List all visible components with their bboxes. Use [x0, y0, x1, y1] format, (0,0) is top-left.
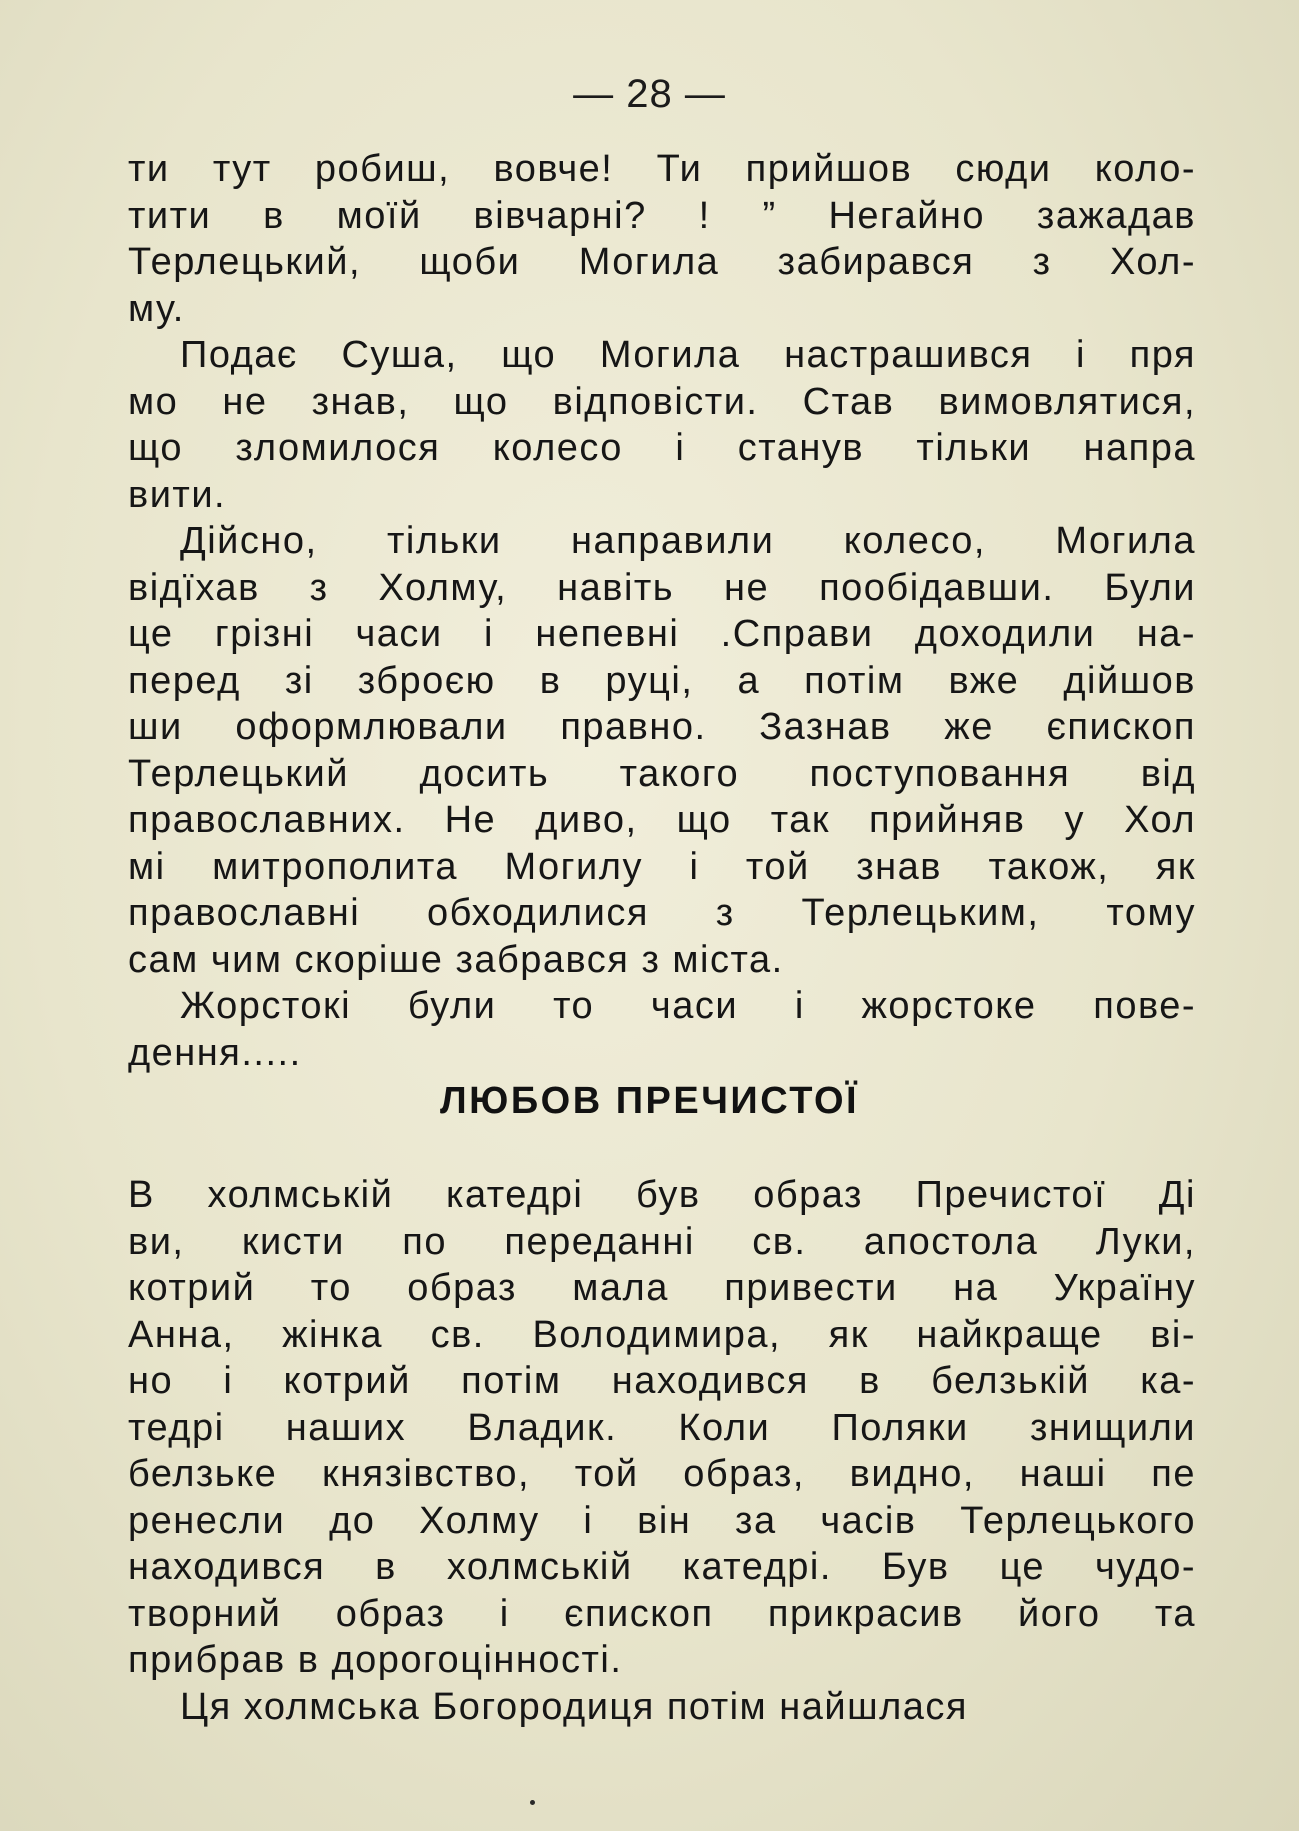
- text-line: прибрав в дорогоцінності.: [128, 1639, 623, 1681]
- text-line: православних. Не диво, що так прийняв у Хол: [128, 799, 1196, 841]
- text-line: белзьке князівство, той образ, видно, наші пе: [128, 1453, 1196, 1495]
- paragraph: [128, 1172, 1196, 1684]
- text-line: це грізні часи і непевні .Справи доходили на-: [128, 613, 1196, 655]
- text-line: Терлецький досить такого поступовання від: [128, 752, 1196, 795]
- text-line: Терлецький, щоби Могила забирався з Хол-: [128, 241, 1196, 283]
- text-line: що зломилося колесо і станув тільки напра: [128, 427, 1196, 469]
- page-number: — 28 —: [573, 72, 726, 116]
- paragraph: [128, 1684, 1196, 1731]
- text-line: мо не знав, що відповісти. Став вимовлятися,: [128, 380, 1196, 423]
- text-line: вити.: [128, 473, 227, 516]
- text-line: ренесли до Холму і він за часів Терлецького: [128, 1499, 1196, 1542]
- text-line: дення.....: [128, 1031, 302, 1074]
- text-line: Ця холмська Богородиця потім найшлася: [180, 1685, 968, 1728]
- paragraph: [128, 983, 1196, 1076]
- text-line: но і котрий потім находився в белзькій ка-: [128, 1360, 1196, 1402]
- text-line: Дійсно, тільки направили колесо, Могила: [180, 520, 1196, 562]
- text-line: ви, кисти по переданні св. апостола Луки,: [128, 1220, 1196, 1263]
- text-line: тити в моїй вівчарні? ! ” Негайно зажадав: [128, 194, 1196, 237]
- text-line: Жорстокі були то часи і жорстоке пове-: [180, 985, 1196, 1027]
- section-heading: ЛЮБОВ ПРЕЧИСТОЇ: [439, 1080, 860, 1122]
- print-speck: [530, 1800, 535, 1805]
- paragraph: [128, 332, 1196, 518]
- text-line: мі митрополита Могилу і той знав також, як: [128, 845, 1196, 888]
- text-line: му.: [128, 287, 185, 330]
- paragraph: [128, 146, 1196, 332]
- text-line: ти тут робиш, вовче! Ти прийшов сюди коло-: [128, 148, 1196, 190]
- paragraph: [128, 518, 1196, 983]
- text-line: перед зі зброєю в руці, а потім вже дійшов: [128, 659, 1196, 702]
- text-line: В холмській катедрі був образ Пречистої Ді: [128, 1174, 1196, 1216]
- text-line: находився в холмській катедрі. Був це чудо-: [128, 1546, 1196, 1588]
- text-line: православні обходилися з Терлецьким, тому: [128, 892, 1196, 934]
- body-text-top: [128, 146, 1196, 1076]
- text-line: котрий то образ мала привести на Україну: [128, 1267, 1196, 1309]
- text-line: творний образ і єпископ прикрасив його та: [128, 1592, 1196, 1635]
- text-line: ши оформлювали правно. Зазнав же єпископ: [128, 706, 1196, 748]
- text-line: відїхав з Холму, навіть не пообідавши. Були: [128, 566, 1196, 609]
- text-line: сам чим скоріше забрався з міста.: [128, 938, 784, 981]
- body-text-bottom: [128, 1172, 1196, 1730]
- text-line: Подає Суша, що Могила настрашився і пря: [180, 334, 1196, 376]
- text-line: тедрі наших Владик. Коли Поляки знищили: [128, 1406, 1196, 1449]
- text-line: Анна, жінка св. Володимира, як найкраще ві-: [128, 1313, 1196, 1356]
